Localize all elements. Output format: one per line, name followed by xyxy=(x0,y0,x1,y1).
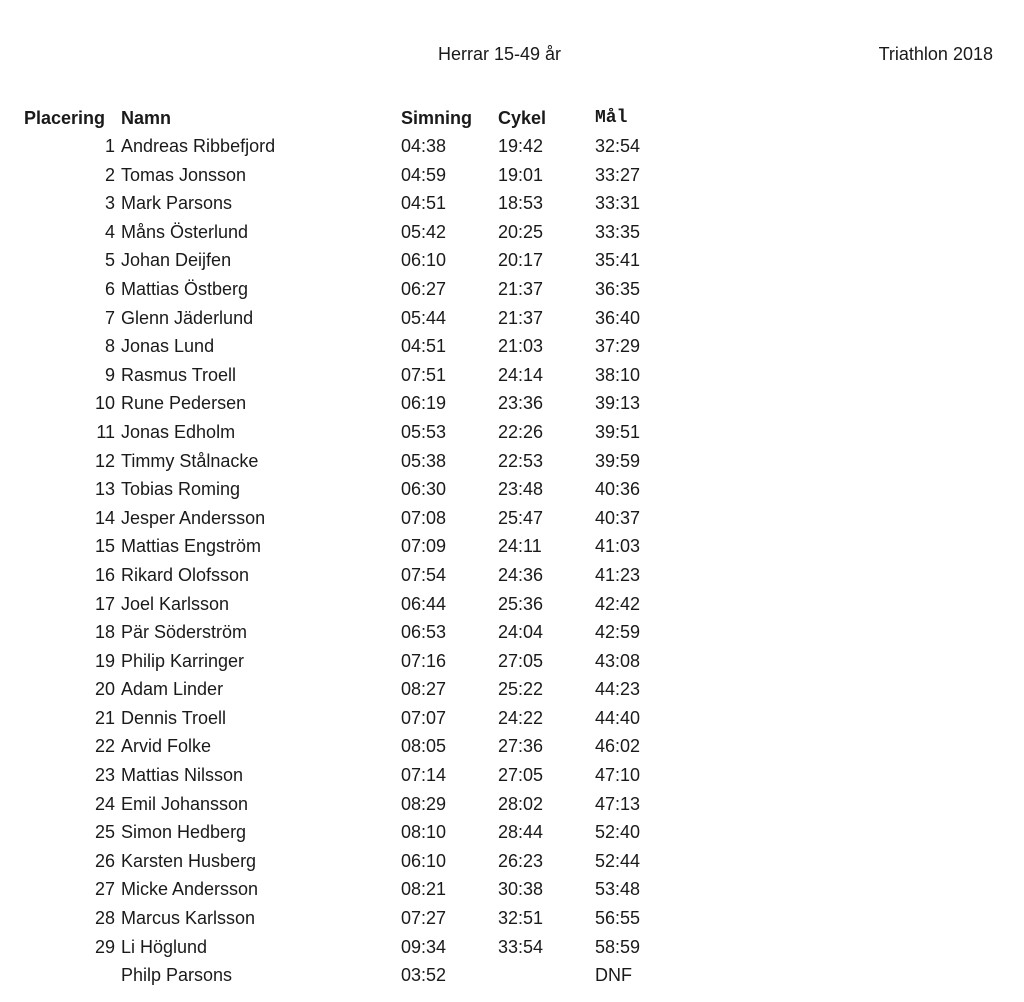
place-cell: 14 xyxy=(94,507,115,528)
table-row xyxy=(0,246,1024,275)
finish-time-cell: 33:27 xyxy=(595,164,641,185)
bike-time-cell: 20:17 xyxy=(498,250,544,271)
bike-time-cell: 28:44 xyxy=(498,822,544,843)
name-cell: Timmy Stålnacke xyxy=(121,450,259,471)
bike-time-cell: 23:48 xyxy=(498,479,544,500)
swim-time-cell: 05:44 xyxy=(401,307,447,328)
bike-time-cell: 24:04 xyxy=(498,622,544,643)
name-cell: Jonas Lund xyxy=(121,336,215,357)
place-cell: 4 xyxy=(104,221,115,242)
event-title: Triathlon 2018 xyxy=(878,44,993,64)
swim-time-cell: 08:05 xyxy=(401,736,447,757)
bike-time-cell: 27:05 xyxy=(498,765,544,786)
place-cell: 13 xyxy=(94,479,115,500)
table-row xyxy=(0,561,1024,590)
place-cell: 8 xyxy=(104,336,115,357)
table-row xyxy=(0,818,1024,847)
swim-time-cell: 08:21 xyxy=(401,879,447,900)
place-cell: 26 xyxy=(94,850,115,871)
place-cell: 1 xyxy=(104,136,115,156)
place-cell: 12 xyxy=(94,450,115,471)
finish-time-cell: 33:35 xyxy=(595,221,641,242)
finish-time-cell: 32:54 xyxy=(595,136,641,156)
swim-time-cell: 06:44 xyxy=(401,593,447,614)
place-cell: 7 xyxy=(104,307,115,328)
bike-time-cell: 25:22 xyxy=(498,679,544,700)
table-row xyxy=(0,161,1024,190)
name-cell: Måns Österlund xyxy=(121,221,249,242)
place-cell: 11 xyxy=(96,421,115,442)
bike-time-cell: 22:26 xyxy=(498,421,544,442)
place-cell: 10 xyxy=(94,393,115,414)
bike-time-cell: 21:03 xyxy=(498,336,544,357)
bike-time-cell: 24:11 xyxy=(498,536,542,557)
place-cell: 25 xyxy=(94,822,115,843)
table-row xyxy=(0,618,1024,647)
bike-time-cell: 33:54 xyxy=(498,936,544,957)
finish-time-cell: 58:59 xyxy=(595,936,641,957)
bike-time-cell: 25:47 xyxy=(498,507,544,528)
table-row xyxy=(0,790,1024,819)
bike-time-cell: 19:01 xyxy=(498,164,544,185)
finish-time-cell: 36:35 xyxy=(595,278,641,299)
finish-time-cell: 44:23 xyxy=(595,679,641,700)
column-header-row xyxy=(0,104,1024,132)
place-cell: 16 xyxy=(94,564,115,585)
finish-time-cell: 38:10 xyxy=(595,364,641,385)
column-header-name: Namn xyxy=(121,108,172,128)
place-cell: 28 xyxy=(94,908,115,929)
place-cell: 6 xyxy=(104,278,115,299)
bike-time-cell: 27:05 xyxy=(498,650,544,671)
place-cell: 29 xyxy=(94,936,115,957)
place-cell: 18 xyxy=(94,622,115,643)
bike-time-cell: 32:51 xyxy=(498,908,544,929)
swim-time-cell: 08:27 xyxy=(401,679,447,700)
place-cell: 20 xyxy=(94,679,115,700)
name-cell: Emil Johansson xyxy=(121,793,249,814)
table-row xyxy=(0,275,1024,304)
finish-time-cell: 43:08 xyxy=(595,650,641,671)
swim-time-cell: 06:53 xyxy=(401,622,447,643)
swim-time-cell: 06:19 xyxy=(401,393,447,414)
finish-time-cell: 39:51 xyxy=(595,421,641,442)
swim-time-cell: 06:30 xyxy=(401,479,447,500)
place-cell: 2 xyxy=(104,164,115,185)
swim-time-cell: 09:34 xyxy=(401,936,447,957)
table-row xyxy=(0,704,1024,733)
swim-time-cell: 06:10 xyxy=(401,250,447,271)
table-row xyxy=(0,304,1024,333)
table-row xyxy=(0,418,1024,447)
bike-time-cell: 26:23 xyxy=(498,850,544,871)
bike-time-cell: 23:36 xyxy=(498,393,544,414)
name-cell: Simon Hedberg xyxy=(121,822,247,843)
name-cell: Jesper Andersson xyxy=(121,507,266,528)
results-rows xyxy=(0,132,1024,990)
table-row xyxy=(0,332,1024,361)
finish-time-cell: 41:23 xyxy=(595,564,641,585)
name-cell: Rasmus Troell xyxy=(121,364,237,385)
swim-time-cell: 07:16 xyxy=(401,650,447,671)
swim-time-cell: 06:10 xyxy=(401,850,447,871)
table-row xyxy=(0,732,1024,761)
name-cell: Philp Parsons xyxy=(121,965,233,986)
swim-time-cell: 07:51 xyxy=(401,364,447,385)
table-row xyxy=(0,904,1024,933)
results-table xyxy=(0,104,1024,990)
place-cell: 19 xyxy=(94,650,115,671)
table-row xyxy=(0,447,1024,476)
name-cell: Adam Linder xyxy=(121,679,224,700)
finish-time-cell: 39:59 xyxy=(595,450,641,471)
swim-time-cell: 08:10 xyxy=(401,822,447,843)
table-row xyxy=(0,361,1024,390)
place-cell: 17 xyxy=(94,593,115,614)
name-cell: Dennis Troell xyxy=(121,707,227,728)
bike-time-cell: 28:02 xyxy=(498,793,544,814)
swim-time-cell: 07:27 xyxy=(401,908,447,929)
swim-time-cell: 05:42 xyxy=(401,221,447,242)
swim-time-cell: 07:08 xyxy=(401,507,447,528)
name-cell: Marcus Karlsson xyxy=(121,908,256,929)
bike-time-cell: 25:36 xyxy=(498,593,544,614)
name-cell: Philip Karringer xyxy=(121,650,245,671)
name-cell: Tomas Jonsson xyxy=(121,164,247,185)
finish-time-cell: 47:13 xyxy=(595,793,641,814)
place-cell: 22 xyxy=(94,736,115,757)
name-cell: Joel Karlsson xyxy=(121,593,230,614)
name-cell: Rikard Olofsson xyxy=(121,564,250,585)
bike-time-cell: 22:53 xyxy=(498,450,544,471)
place-cell: 23 xyxy=(94,765,115,786)
name-cell: Mattias Nilsson xyxy=(121,765,244,786)
finish-time-cell: 36:40 xyxy=(595,307,641,328)
place-cell: 21 xyxy=(94,707,115,728)
swim-time-cell: 04:51 xyxy=(401,193,447,214)
name-cell: Mattias Engström xyxy=(121,536,262,557)
swim-time-cell: 07:07 xyxy=(401,707,447,728)
name-cell: Andreas Ribbefjord xyxy=(121,136,276,156)
table-row xyxy=(0,475,1024,504)
swim-time-cell: 07:09 xyxy=(401,536,447,557)
bike-time-cell: 24:14 xyxy=(498,364,544,385)
swim-time-cell: 08:29 xyxy=(401,793,447,814)
name-cell: Micke Andersson xyxy=(121,879,259,900)
table-row xyxy=(0,875,1024,904)
finish-time-cell: 42:42 xyxy=(595,593,641,614)
name-cell: Glenn Jäderlund xyxy=(121,307,254,328)
swim-time-cell: 03:52 xyxy=(401,965,447,986)
finish-time-cell: 46:02 xyxy=(595,736,641,757)
finish-time-cell: 37:29 xyxy=(595,336,641,357)
place-cell: 24 xyxy=(94,793,115,814)
bike-time-cell: 21:37 xyxy=(498,307,544,328)
finish-time-cell: 44:40 xyxy=(595,707,641,728)
bike-time-cell: 19:42 xyxy=(498,136,544,156)
bike-time-cell: 21:37 xyxy=(498,278,544,299)
finish-time-cell: 41:03 xyxy=(595,536,641,557)
finish-time-cell: 33:31 xyxy=(595,193,641,214)
bike-time-cell: 18:53 xyxy=(498,193,544,214)
table-row xyxy=(0,389,1024,418)
finish-time-cell: 47:10 xyxy=(595,765,641,786)
swim-time-cell: 04:51 xyxy=(401,336,447,357)
table-row xyxy=(0,647,1024,676)
column-header-swim: Simning xyxy=(401,108,472,128)
name-cell: Jonas Edholm xyxy=(121,421,236,442)
table-row xyxy=(0,961,1024,990)
column-header-bike: Cykel xyxy=(498,108,547,128)
finish-time-cell: DNF xyxy=(595,965,632,986)
column-header-finish: Mål xyxy=(595,108,628,128)
bike-time-cell: 20:25 xyxy=(498,221,544,242)
place-cell: 15 xyxy=(94,536,115,557)
name-cell: Karsten Husberg xyxy=(121,850,257,871)
table-row xyxy=(0,675,1024,704)
bike-time-cell: 24:36 xyxy=(498,564,544,585)
place-cell: 9 xyxy=(104,364,115,385)
category-title: Herrar 15-49 år xyxy=(438,44,562,64)
bike-time-cell: 24:22 xyxy=(498,707,544,728)
place-cell: 27 xyxy=(94,879,115,900)
table-row xyxy=(0,132,1024,161)
name-cell: Tobias Roming xyxy=(121,479,241,500)
swim-time-cell: 07:54 xyxy=(401,564,447,585)
swim-time-cell: 04:38 xyxy=(401,136,447,156)
name-cell: Mattias Östberg xyxy=(121,278,249,299)
name-cell: Arvid Folke xyxy=(121,736,212,757)
table-row xyxy=(0,933,1024,962)
name-cell: Johan Deijfen xyxy=(121,250,232,271)
table-row xyxy=(0,532,1024,561)
finish-time-cell: 53:48 xyxy=(595,879,641,900)
finish-time-cell: 56:55 xyxy=(595,908,641,929)
finish-time-cell: 39:13 xyxy=(595,393,641,414)
finish-time-cell: 40:36 xyxy=(595,479,641,500)
swim-time-cell: 05:53 xyxy=(401,421,447,442)
finish-time-cell: 35:41 xyxy=(595,250,641,271)
swim-time-cell: 06:27 xyxy=(401,278,447,299)
bike-time-cell: 30:38 xyxy=(498,879,544,900)
bike-time-cell: 27:36 xyxy=(498,736,544,757)
finish-time-cell: 42:59 xyxy=(595,622,641,643)
place-cell: 5 xyxy=(104,250,115,271)
finish-time-cell: 52:44 xyxy=(595,850,641,871)
name-cell: Rune Pedersen xyxy=(121,393,247,414)
name-cell: Pär Söderström xyxy=(121,622,248,643)
finish-time-cell: 40:37 xyxy=(595,507,641,528)
swim-time-cell: 05:38 xyxy=(401,450,447,471)
finish-time-cell: 52:40 xyxy=(595,822,641,843)
swim-time-cell: 04:59 xyxy=(401,164,447,185)
name-cell: Li Höglund xyxy=(121,936,208,957)
swim-time-cell: 07:14 xyxy=(401,765,447,786)
table-row xyxy=(0,590,1024,619)
table-row xyxy=(0,761,1024,790)
table-row xyxy=(0,847,1024,876)
place-cell: 3 xyxy=(104,193,115,214)
column-header-place: Placering xyxy=(24,108,106,128)
table-row xyxy=(0,218,1024,247)
name-cell: Mark Parsons xyxy=(121,193,233,214)
page-header xyxy=(0,44,1024,68)
table-row xyxy=(0,189,1024,218)
table-row xyxy=(0,504,1024,533)
